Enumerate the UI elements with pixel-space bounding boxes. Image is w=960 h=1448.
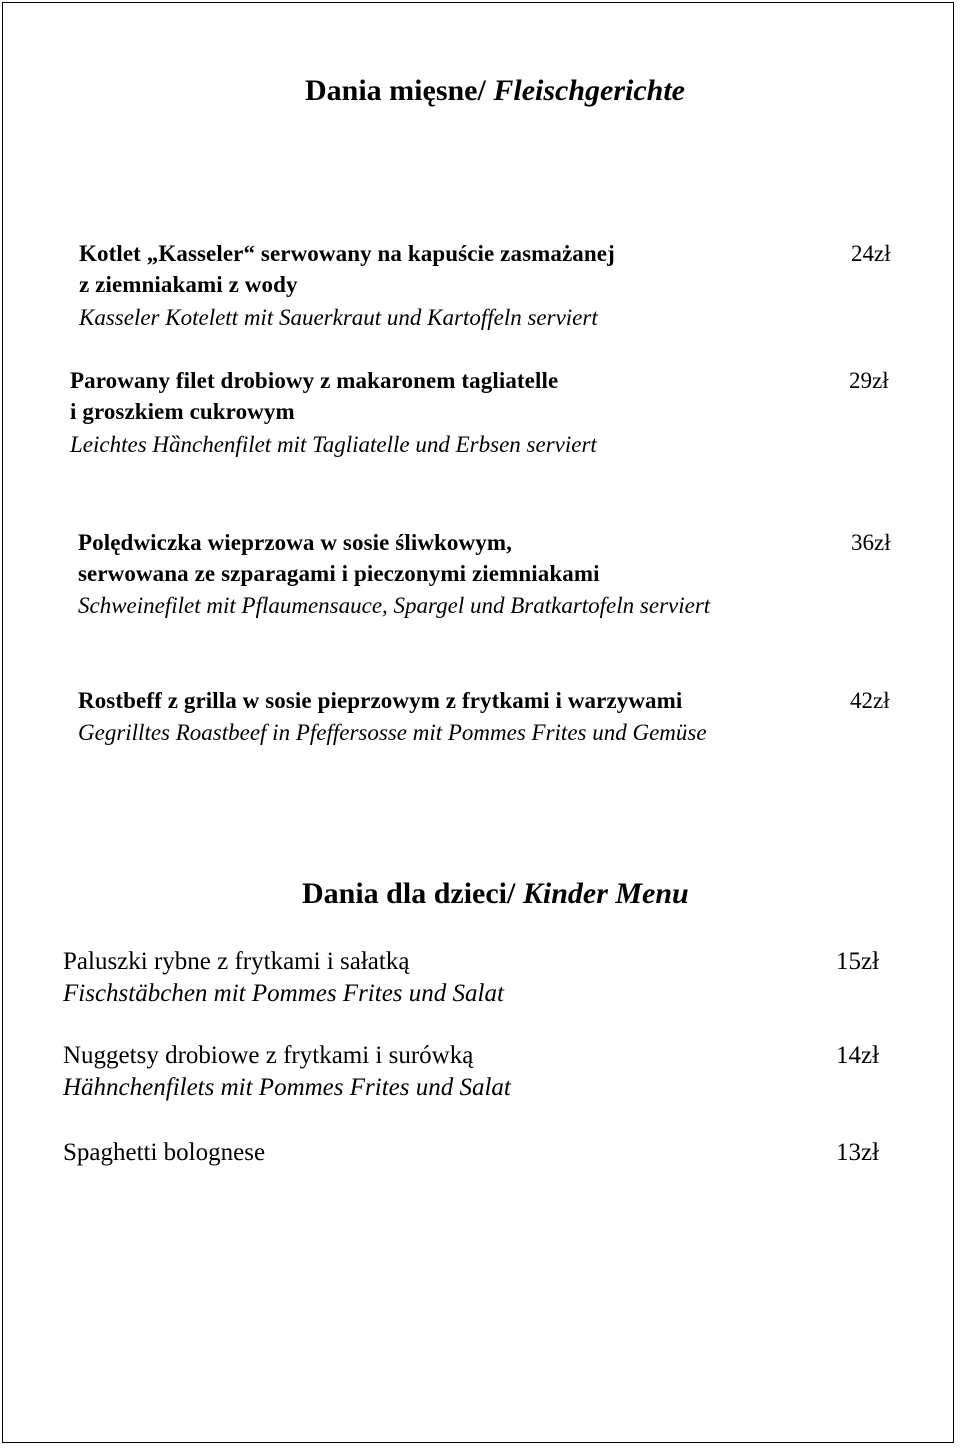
meat-item-1-de: Kasseler Kotelett mit Sauerkraut und Kartoffeln serviert [79, 305, 598, 330]
meat-item-1-price: 24zł [851, 241, 891, 266]
kids-item-1-de: Fischstäbchen mit Pommes Frites und Salat [63, 980, 504, 1007]
kids-item-2-price: 14zł [836, 1042, 880, 1069]
kids-item-3-price: 13zł [836, 1139, 880, 1166]
kids-item-2-de: Hähnchenfilets mit Pommes Frites und Salat [63, 1074, 511, 1101]
kids-section-title [302, 879, 689, 909]
kids-item-1-price: 15zł [836, 948, 880, 975]
kids-item-2-name: Nuggetsy drobiowe z frytkami i surówką [63, 1042, 474, 1069]
meat-item-4-de: Gegrilltes Roastbeef in Pfeffersosse mit Pommes Frites und Gemüse [78, 720, 707, 745]
meat-item-2-de: Leichtes Hȁnchenfilet mit Tagliatelle und Erbsen serviert [70, 432, 597, 457]
meat-title-de: Fleischgerichte [493, 74, 685, 107]
meat-item-4-price: 42zł [850, 688, 890, 713]
meat-item-4-name: Rostbeff z grilla w sosie pieprzowym z frytkami i warzywami [78, 688, 683, 713]
meat-item-2-name-line2: i groszkiem cukrowym [70, 399, 295, 424]
meat-section-title [305, 76, 685, 106]
meat-item-1-name-line2: z ziemniakami z wody [79, 272, 298, 297]
kids-title-pl: Dania dla dzieci/ [302, 877, 523, 910]
kids-item-1-name: Paluszki rybne z frytkami i sałatką [63, 948, 410, 975]
meat-item-3-name-line1: Polędwiczka wieprzowa w sosie śliwkowym, [78, 530, 512, 555]
meat-item-3-name-line2: serwowana ze szparagami i pieczonymi ziemniakami [78, 561, 600, 586]
meat-item-2-price: 29zł [849, 368, 889, 393]
meat-item-2-name-line1: Parowany filet drobiowy z makaronem tagliatelle [70, 368, 559, 393]
meat-item-1-name-line1: Kotlet „Kasseler“ serwowany na kapuście zasmażanej [79, 241, 615, 266]
meat-item-3-price: 36zł [851, 530, 891, 555]
kids-title-de: Kinder Menu [522, 877, 689, 910]
meat-title-pl: Dania mięsne/ [305, 74, 494, 107]
meat-item-3-de: Schweinefilet mit Pflaumensauce, Spargel und Bratkartofeln serviert [78, 593, 711, 618]
kids-item-3-name: Spaghetti bolognese [63, 1139, 266, 1166]
